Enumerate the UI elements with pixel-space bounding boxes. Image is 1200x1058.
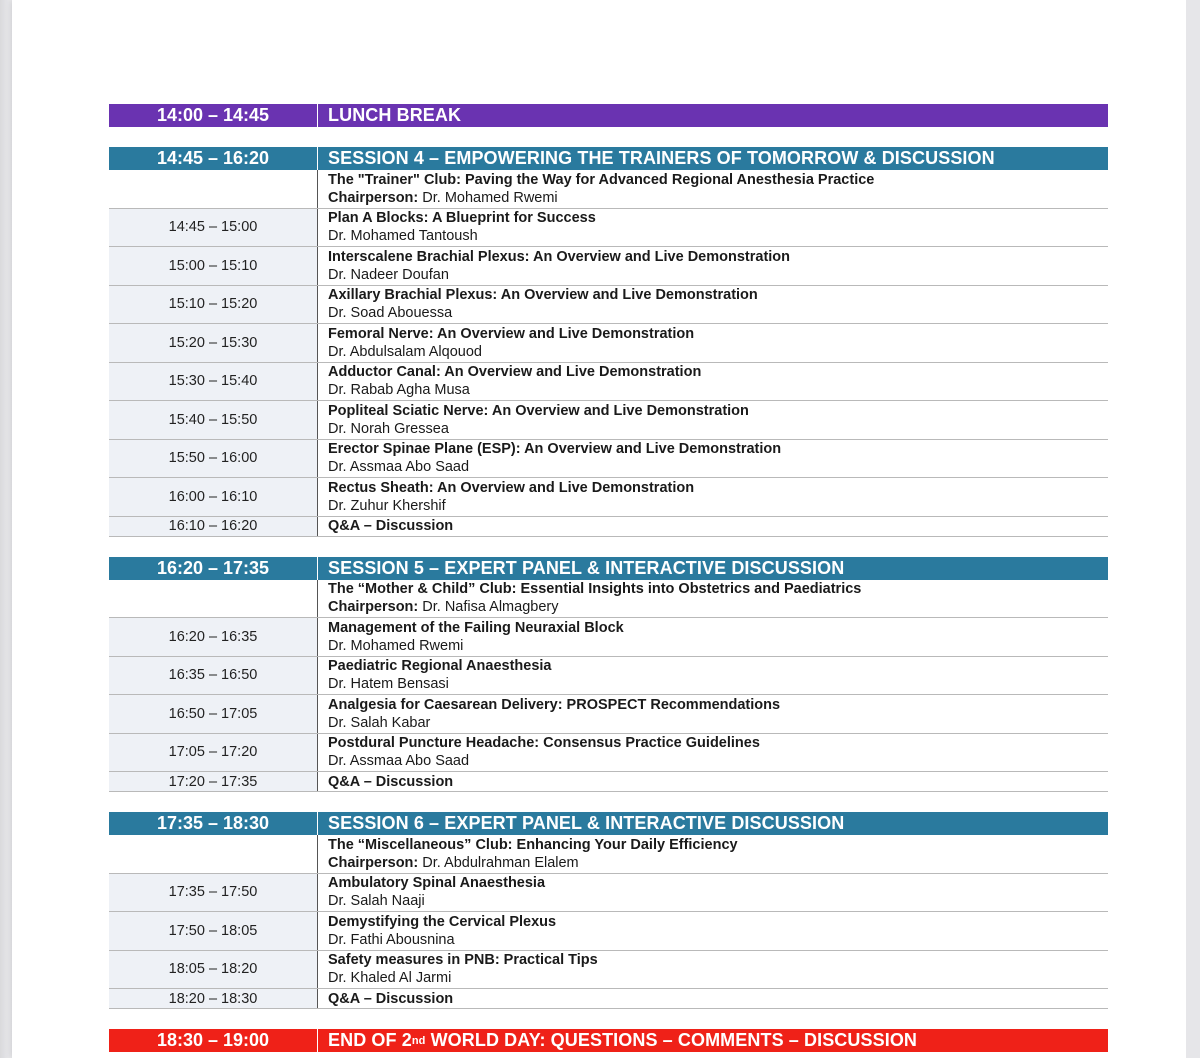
session-6-time: 17:35 – 18:30 [109,812,318,835]
talk-time: 17:05 – 17:20 [109,734,318,772]
session-4-club-row [109,170,1108,209]
talk-time: 16:35 – 16:50 [109,657,318,695]
session-6-title: SESSION 6 – EXPERT PANEL & INTERACTIVE DISCUSSION [328,813,845,833]
talk-time: 16:50 – 17:05 [109,695,318,733]
talk-speaker: Dr. Salah Naaji [328,893,425,910]
talk-row [109,363,1108,402]
session-5-chairperson: Dr. Nafisa Almagbery [418,599,559,616]
session-4-time: 14:45 – 16:20 [109,147,318,170]
talk-speaker: Dr. Zuhur Khershif [328,497,446,514]
document-page [12,0,1186,1058]
session-6-chairperson: Dr. Abdulrahman Elalem [418,854,579,871]
talk-time: 14:45 – 15:00 [109,209,318,247]
talk-title: Rectus Sheath: An Overview and Live Demonstration [328,479,695,496]
end-time: 18:30 – 19:00 [109,1029,318,1052]
talk-row [109,874,1108,913]
session-5-club-row [109,580,1108,619]
page-edge [1186,0,1200,1058]
talk-speaker: Dr. Mohamed Tantoush [328,228,478,245]
talk-title: Analgesia for Caesarean Delivery: PROSPECT Recommendations [328,696,781,713]
talk-speaker: Dr. Assmaa Abo Saad [328,753,470,770]
talk-speaker: Dr. Rabab Agha Musa [328,382,470,399]
session-4-qa-time: 16:10 – 16:20 [109,517,318,536]
talk-time: 17:50 – 18:05 [109,912,318,950]
session-6-qa-label: Q&A – Discussion [328,990,454,1007]
talk-row [109,247,1108,286]
talk-title: Femoral Nerve: An Overview and Live Demonstration [328,325,695,342]
talk-time: 16:20 – 16:35 [109,618,318,656]
session-5-title: SESSION 5 – EXPERT PANEL & INTERACTIVE DISCUSSION [328,557,845,578]
talk-title: Popliteal Sciatic Nerve: An Overview and Live Demonstration [328,402,749,419]
talk-title: Ambulatory Spinal Anaesthesia [328,875,546,892]
talk-time: 15:10 – 15:20 [109,286,318,324]
talk-title: Safety measures in PNB: Practical Tips [328,952,598,969]
talk-row [109,951,1108,990]
talk-title: Axillary Brachial Plexus: An Overview and Live Demonstration [328,287,758,304]
talk-title: Plan A Blocks: A Blueprint for Success [328,210,596,227]
session-5-club: The “Mother & Child” Club: Essential Insights into Obstetrics and Paediatrics [328,581,862,598]
talk-speaker: Dr. Hatem Bensasi [328,676,449,693]
talk-speaker: Dr. Assmaa Abo Saad [328,459,470,476]
talk-speaker: Dr. Soad Abouessa [328,305,453,322]
talk-title: Erector Spinae Plane (ESP): An Overview and Live Demonstration [328,441,782,458]
session-6-qa-row [109,989,1108,1009]
talk-title: Demystifying the Cervical Plexus [328,913,557,930]
lunch-time: 14:00 – 14:45 [109,104,318,127]
end-label: END OF 2 nd WORLD DAY: QUESTIONS – COMMENTS – DISCUSSION [328,1030,918,1050]
session-6-header [109,812,1108,835]
schedule-table [109,104,1108,1052]
talk-time: 15:30 – 15:40 [109,363,318,401]
talk-row [109,440,1108,479]
talk-speaker: Dr. Fathi Abousnina [328,931,455,948]
session-5-header [109,557,1108,580]
page-edge [0,0,12,1058]
talk-row [109,657,1108,696]
session-4-club: The "Trainer" Club: Paving the Way for Advanced Regional Anesthesia Practice [328,171,875,188]
lunch-label: LUNCH BREAK [328,105,462,125]
chairperson-label: Chairperson: [328,599,419,616]
session-5-time: 16:20 – 17:35 [109,557,318,580]
talk-title: Interscalene Brachial Plexus: An Overview and Live Demonstration [328,248,791,265]
talk-row [109,401,1108,440]
talk-row [109,478,1108,517]
talk-row [109,618,1108,657]
session-4-qa-label: Q&A – Discussion [328,518,454,534]
talk-row [109,286,1108,325]
session-4-header [109,147,1108,170]
talk-time: 15:20 – 15:30 [109,324,318,362]
talk-time: 15:40 – 15:50 [109,401,318,439]
session-4-title: SESSION 4 – EMPOWERING THE TRAINERS OF TOMORROW & DISCUSSION [328,148,995,168]
session-6-club-row [109,835,1108,874]
talk-time: 18:05 – 18:20 [109,951,318,989]
chairperson-label: Chairperson: [328,189,419,206]
talk-time: 17:35 – 17:50 [109,874,318,912]
session-4-chairperson: Dr. Mohamed Rwemi [418,189,558,206]
talk-speaker: Dr. Norah Gressea [328,420,449,437]
talk-speaker: Dr. Salah Kabar [328,714,431,731]
talk-row [109,695,1108,734]
talk-title: Paediatric Regional Anaesthesia [328,658,552,675]
talk-speaker: Dr. Abdulsalam Alqouod [328,343,482,360]
talk-row [109,324,1108,363]
session-5-qa-row [109,772,1108,792]
chairperson-label: Chairperson: [328,854,419,871]
talk-row [109,209,1108,248]
lunch-break-row [109,104,1108,127]
talk-speaker: Dr. Khaled Al Jarmi [328,970,452,987]
session-5-qa-label: Q&A – Discussion [328,773,454,790]
talk-time: 15:50 – 16:00 [109,440,318,478]
talk-title: Management of the Failing Neuraxial Block [328,619,624,636]
talk-row [109,912,1108,951]
talk-speaker: Dr. Nadeer Doufan [328,266,449,283]
talk-speaker: Dr. Mohamed Rwemi [328,637,464,654]
session-5-qa-time: 17:20 – 17:35 [109,772,318,791]
talk-title: Postdural Puncture Headache: Consensus Practice Guidelines [328,735,760,752]
talk-time: 16:00 – 16:10 [109,478,318,516]
talk-time: 15:00 – 15:10 [109,247,318,285]
session-6-club: The “Miscellaneous” Club: Enhancing Your Daily Efficiency [328,836,738,853]
end-of-day-row [109,1029,1108,1052]
session-4-qa-row [109,517,1108,537]
session-6-qa-time: 18:20 – 18:30 [109,989,318,1008]
talk-title: Adductor Canal: An Overview and Live Demonstration [328,364,702,381]
talk-row [109,734,1108,773]
